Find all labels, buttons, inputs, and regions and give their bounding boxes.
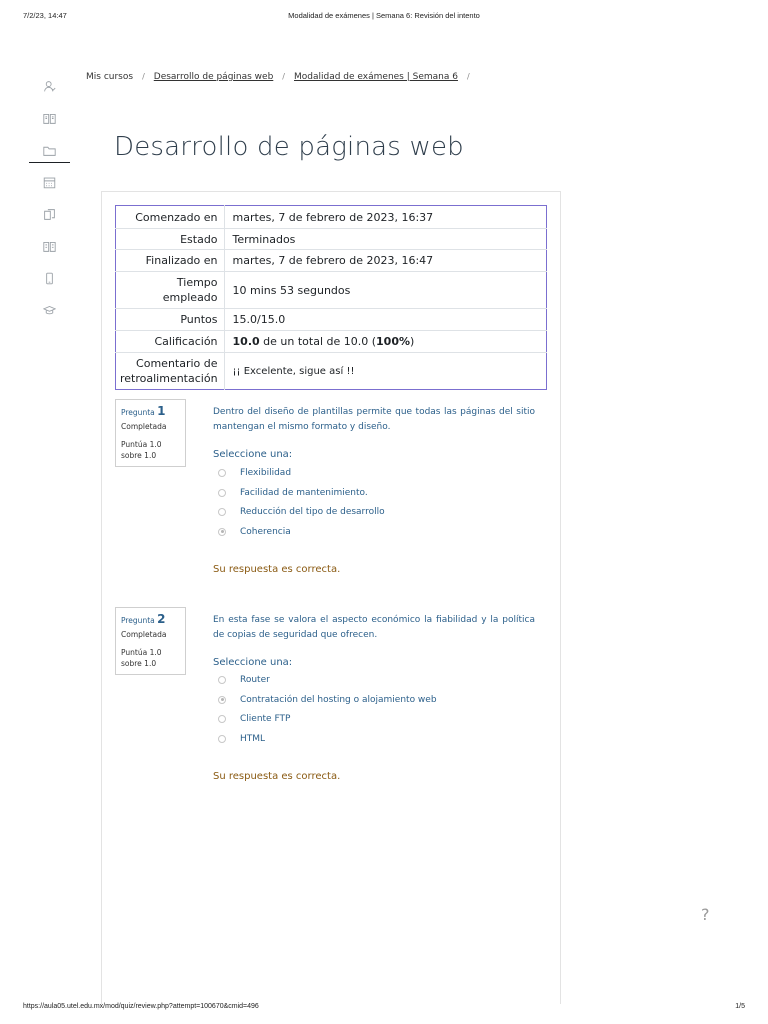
question-number: 2 xyxy=(157,612,166,626)
mobile-icon xyxy=(43,272,56,285)
summary-row-points xyxy=(116,309,547,331)
feedback-label: Comentario de retroalimentación xyxy=(116,353,225,390)
library-icon xyxy=(43,240,56,253)
question-info xyxy=(115,607,186,675)
answer-options xyxy=(218,670,437,749)
calendar-icon xyxy=(43,176,56,189)
nav-mobile[interactable] xyxy=(29,262,70,294)
graduation-icon xyxy=(43,304,56,317)
grade-value-cell xyxy=(224,331,546,353)
radio-button[interactable] xyxy=(218,735,226,743)
answer-label: Contratación del hosting o alojamiento web xyxy=(240,694,437,705)
print-title: Modalidad de exámenes | Semana 6: Revisión del intento xyxy=(288,11,480,20)
page-title: Desarrollo de páginas web xyxy=(114,132,464,162)
question-label: Pregunta xyxy=(121,408,155,417)
answer-label: Reducción del tipo de desarrollo xyxy=(240,507,385,518)
folder-icon xyxy=(43,144,56,157)
started-label: Comenzado en xyxy=(116,206,225,229)
nav-participants[interactable] xyxy=(29,70,70,102)
state-value: Terminados xyxy=(232,232,296,246)
nav-files[interactable] xyxy=(29,198,70,230)
feedback-value: ¡¡ Excelente, sigue así !! xyxy=(232,365,355,377)
radio-button[interactable] xyxy=(218,508,226,516)
question-text: En esta fase se valora el aspecto económico la fiabilidad y la política de copias de seguridad que ofrecen. xyxy=(213,615,535,640)
question-2 xyxy=(115,607,547,797)
answer-options xyxy=(218,463,385,542)
answer-option[interactable] xyxy=(218,522,385,542)
question-number: 1 xyxy=(157,404,166,418)
state-label: Estado xyxy=(116,229,225,250)
grade-value: 10.0 xyxy=(232,335,260,348)
breadcrumb-separator: / xyxy=(142,72,145,81)
question-info xyxy=(115,399,186,467)
answer-option[interactable] xyxy=(218,729,437,749)
question-grade: Puntúa 1.0 sobre 1.0 xyxy=(121,648,162,668)
question-grade: Puntúa 1.0 sobre 1.0 xyxy=(121,440,162,460)
answer-option[interactable] xyxy=(218,502,385,522)
summary-row-feedback xyxy=(116,353,547,390)
points-value: 15.0/15.0 xyxy=(232,313,286,326)
nav-grades[interactable] xyxy=(29,102,70,134)
grade-percent: 100% xyxy=(376,335,411,348)
summary-row-time xyxy=(116,272,547,309)
print-url: https://aula05.utel.edu.mx/mod/quiz/review.php?attempt=100670&cmid=496 xyxy=(23,1003,259,1010)
answer-label: Router xyxy=(240,674,270,685)
answer-option[interactable] xyxy=(218,670,437,690)
side-nav xyxy=(29,70,70,326)
answer-option[interactable] xyxy=(218,690,437,710)
question-1 xyxy=(115,399,547,589)
time-value: 10 mins 53 segundos xyxy=(232,283,351,297)
time-label: Tiempo empleado xyxy=(116,272,225,309)
breadcrumb-section[interactable]: Modalidad de exámenes | Semana 6 xyxy=(294,72,458,82)
answer-label: HTML xyxy=(240,733,266,744)
question-state: Completada xyxy=(121,422,167,431)
question-text: Dentro del diseño de plantillas permite que todas las páginas del sitio mantengan el mismo formato y diseño. xyxy=(213,407,535,432)
grade-label: Calificación xyxy=(116,331,225,353)
answer-prompt: Seleccione una: xyxy=(213,449,293,460)
breadcrumb-course[interactable]: Desarrollo de páginas web xyxy=(153,72,274,82)
answer-option[interactable] xyxy=(218,709,437,729)
finished-label: Finalizado en xyxy=(116,250,225,272)
answer-label: Flexibilidad xyxy=(240,467,292,478)
summary-row-finished xyxy=(116,250,547,272)
nav-calendar[interactable] xyxy=(29,166,70,198)
question-label: Pregunta xyxy=(121,616,155,625)
profile-icon xyxy=(43,80,56,93)
started-value: martes, 7 de febrero de 2023, 16:37 xyxy=(232,210,434,224)
answer-option[interactable] xyxy=(218,483,385,503)
answer-label: Cliente FTP xyxy=(240,714,291,725)
radio-button-selected[interactable] xyxy=(218,696,226,704)
attempt-summary-table xyxy=(115,205,547,390)
radio-button[interactable] xyxy=(218,469,226,477)
print-date: 7/2/23, 14:47 xyxy=(23,11,67,20)
book-icon xyxy=(43,112,56,125)
nav-content[interactable] xyxy=(29,134,70,166)
answer-option[interactable] xyxy=(218,463,385,483)
points-label: Puntos xyxy=(116,309,225,331)
radio-button[interactable] xyxy=(218,676,226,684)
grade-close: ) xyxy=(410,335,415,348)
breadcrumb xyxy=(86,72,479,82)
radio-button-selected[interactable] xyxy=(218,528,226,536)
breadcrumb-separator: / xyxy=(282,72,285,81)
breadcrumb-separator: / xyxy=(466,72,470,81)
answer-label: Facilidad de mantenimiento. xyxy=(240,487,368,498)
breadcrumb-home[interactable]: Mis cursos xyxy=(86,72,134,82)
finished-value: martes, 7 de febrero de 2023, 16:47 xyxy=(232,254,434,267)
question-state: Completada xyxy=(121,630,167,639)
answer-prompt: Seleccione una: xyxy=(213,657,293,668)
radio-button[interactable] xyxy=(218,489,226,497)
grade-total: de un total de 10.0 ( xyxy=(259,335,377,348)
radio-button[interactable] xyxy=(218,715,226,723)
nav-library[interactable] xyxy=(29,230,70,262)
answer-feedback: Su respuesta es correcta. xyxy=(213,564,341,575)
print-page-number: 1/5 xyxy=(735,1003,745,1010)
summary-row-grade xyxy=(116,331,547,353)
summary-row-state xyxy=(116,229,547,250)
answer-feedback: Su respuesta es correcta. xyxy=(213,771,341,782)
answer-label: Coherencia xyxy=(240,526,291,537)
files-icon xyxy=(43,208,56,221)
summary-row-started xyxy=(116,206,547,229)
help-button[interactable]: ? xyxy=(701,905,710,924)
nav-academic[interactable] xyxy=(29,294,70,326)
